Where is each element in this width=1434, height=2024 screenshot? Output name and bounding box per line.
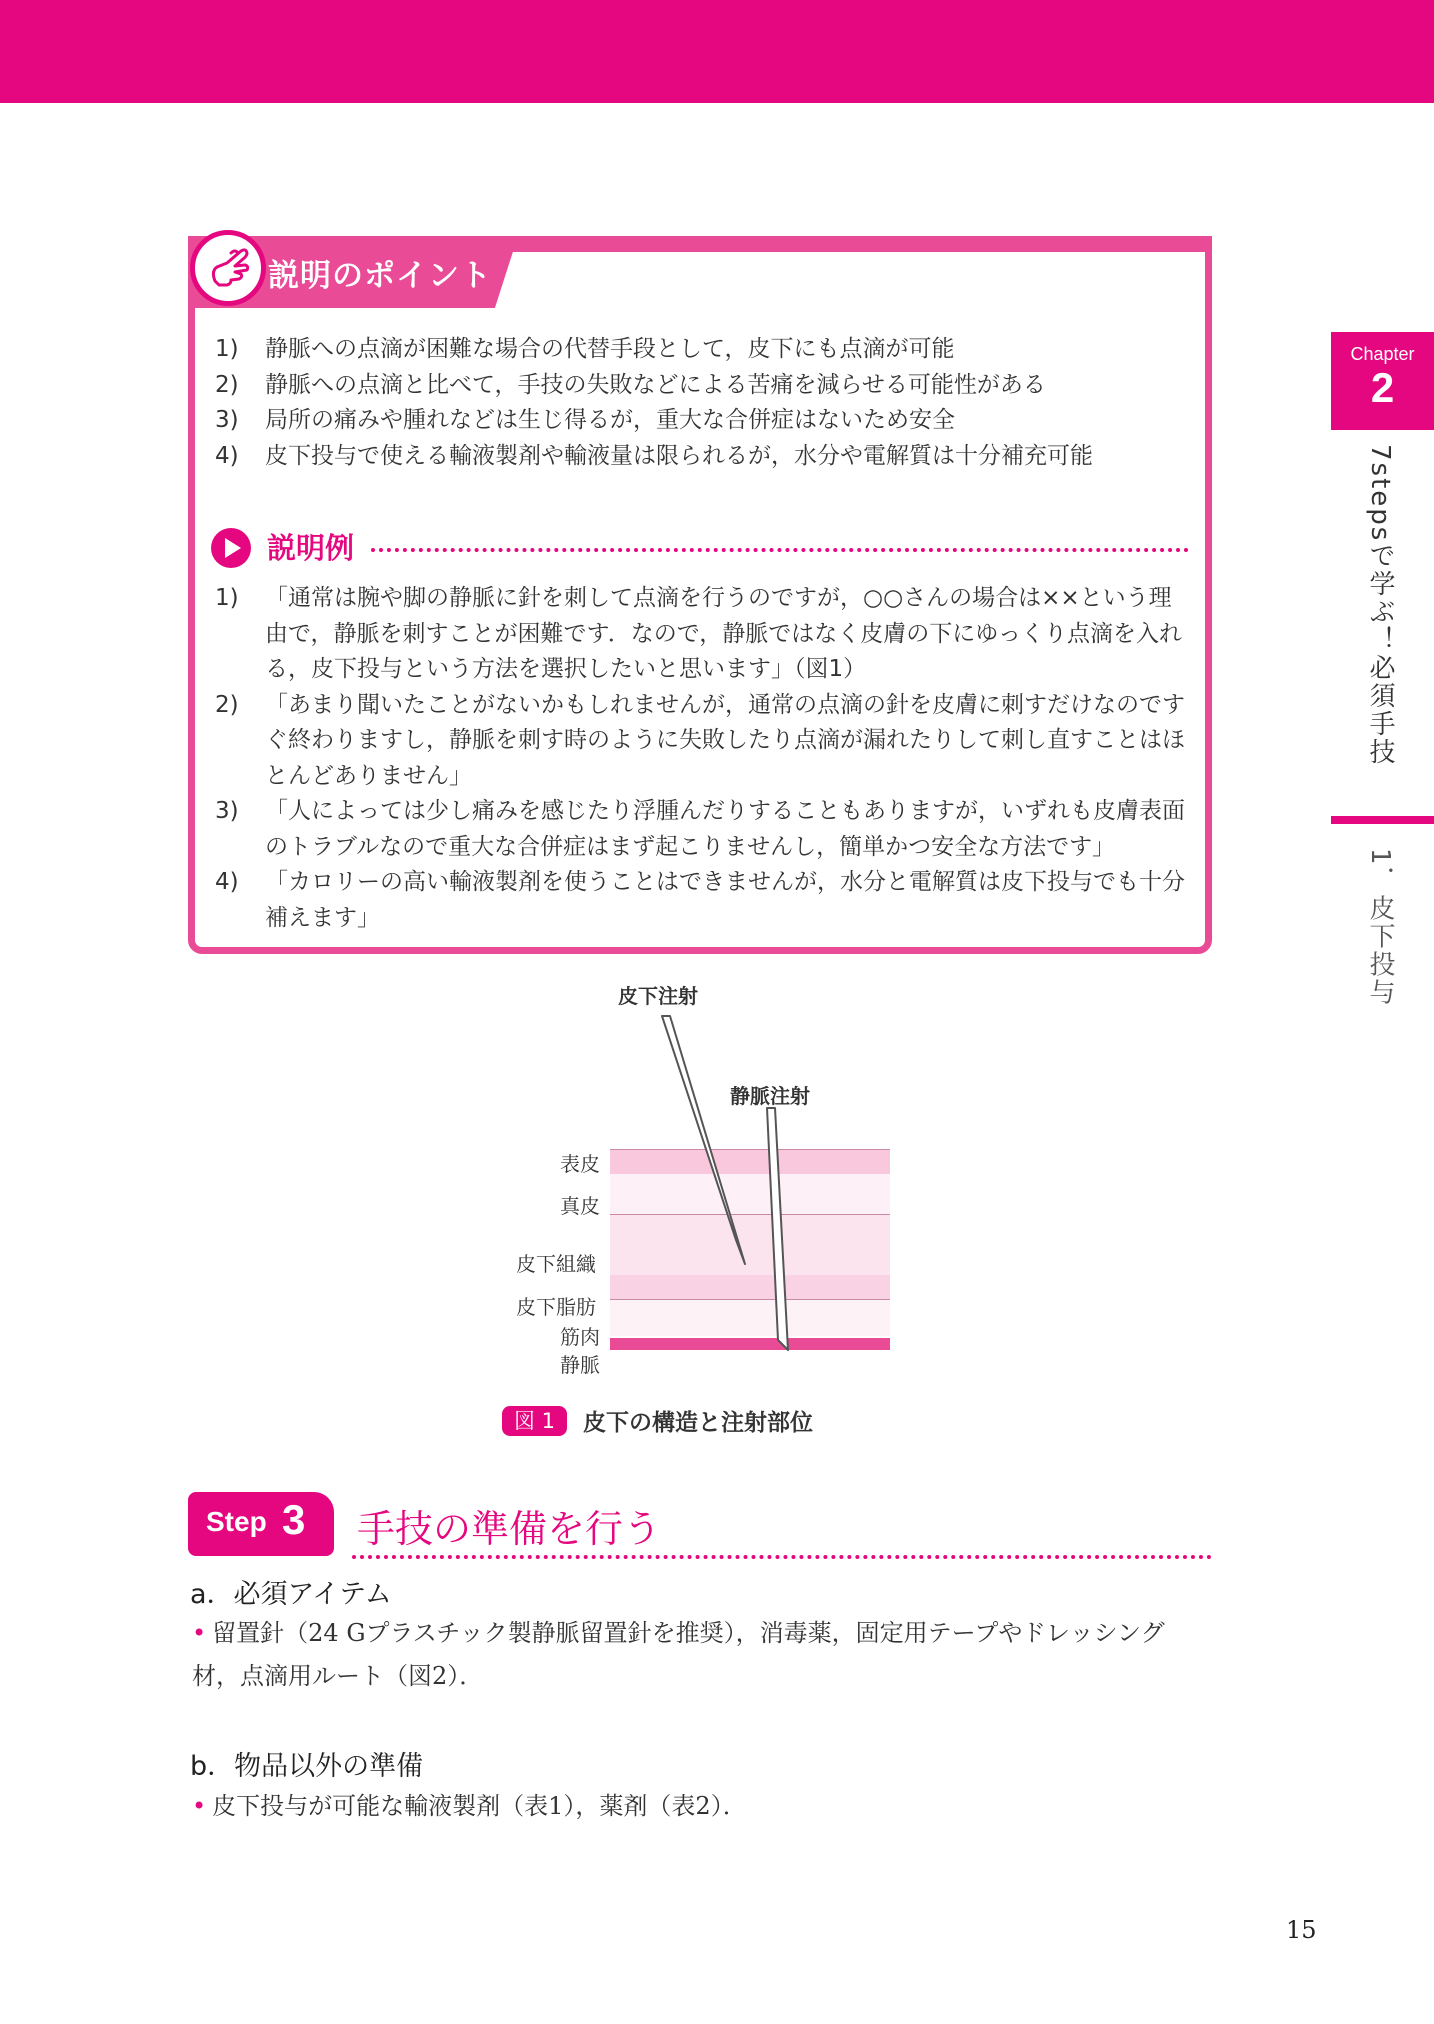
bullet-dot: • bbox=[192, 1619, 207, 1647]
step-word: Step bbox=[206, 1506, 267, 1537]
side-divider bbox=[1331, 816, 1434, 824]
list-item bbox=[215, 332, 1185, 368]
points-list bbox=[215, 332, 1185, 474]
list-item bbox=[215, 403, 1185, 439]
list-item bbox=[215, 439, 1185, 475]
examples-list bbox=[215, 581, 1185, 936]
list-item bbox=[215, 581, 1185, 688]
chapter-number: 2 bbox=[1370, 364, 1395, 411]
step-title: 手技の準備を行う bbox=[357, 1507, 662, 1551]
item-number: 3) bbox=[215, 407, 239, 433]
bullet-dot: • bbox=[192, 1792, 207, 1820]
step-badge bbox=[188, 1492, 334, 1556]
label-dermis: 真皮 bbox=[560, 1194, 600, 1218]
label-iv-injection: 静脈注射 bbox=[730, 1084, 810, 1108]
item-number: 2) bbox=[215, 371, 239, 398]
list-item bbox=[215, 688, 1185, 795]
step-number: 3 bbox=[282, 1496, 306, 1543]
item-text: 皮下投与で使える輸液製剤や輸液量は限られるが，水分や電解質は十分補充可能 bbox=[265, 442, 1093, 469]
figure-caption-text: 皮下の構造と注射部位 bbox=[583, 1410, 814, 1436]
label-vein: 静脈 bbox=[560, 1353, 600, 1377]
item-number: 1) bbox=[215, 336, 239, 362]
label-fat: 皮下脂肪 bbox=[516, 1295, 596, 1319]
pointing-hand-icon bbox=[190, 230, 266, 306]
dotted-rule bbox=[371, 548, 1189, 552]
chapter-tab[interactable] bbox=[1331, 332, 1434, 430]
chapter-label: Chapter bbox=[1350, 344, 1415, 364]
item-text: 静脈への点滴が困難な場合の代替手段として，皮下にも点滴が可能 bbox=[265, 336, 955, 362]
play-icon bbox=[211, 528, 251, 568]
subcutaneous-needle bbox=[662, 1016, 745, 1264]
label-subcutaneous-injection: 皮下注射 bbox=[618, 984, 698, 1008]
dotted-rule bbox=[352, 1555, 1212, 1559]
label-muscle: 筋肉 bbox=[560, 1325, 600, 1349]
subsection-title-vertical: 1．皮下投与 bbox=[1365, 848, 1395, 1007]
item-number: 4) bbox=[215, 869, 239, 895]
item-number: 3) bbox=[215, 798, 239, 824]
section-title-vertical: 7stepsで学ぶ！必須手技 bbox=[1365, 444, 1395, 767]
item-number: 1) bbox=[215, 585, 239, 611]
label-epidermis: 表皮 bbox=[560, 1152, 600, 1176]
bullet-text: 留置針（24 Gプラスチック製静脈留置針を推奨），消毒薬，固定用テープやドレッシング材，点滴用ルート（図2）． bbox=[192, 1619, 1165, 1690]
examples-title: 説明例 bbox=[267, 531, 355, 565]
examples-heading bbox=[211, 528, 1189, 568]
header-band bbox=[0, 0, 1434, 103]
figure-number-badge: 図 1 bbox=[502, 1406, 567, 1436]
list-item bbox=[215, 865, 1185, 936]
item-text: 「通常は腕や脚の静脈に針を刺して点滴を行うのですが，○○さんの場合は××という理由で，静脈を刺すことが困難です．なので，静脈ではなく皮膚の下にゆっくり点滴を入れる，皮下投与という方法を選択したいと思います」（図1） bbox=[265, 585, 1183, 682]
page-number: 15 bbox=[1286, 1916, 1317, 1944]
item-text: 「あまり聞いたことがないかもしれませんが，通常の点滴の針を皮膚に刺すだけなのですぐ終わりますし，静脈を刺す時のように失敗したり点滴が漏れたりして刺し直すことはほとんどありません」 bbox=[265, 691, 1185, 789]
item-number: 4) bbox=[215, 442, 239, 469]
subheading-required-items: a．必須アイテム bbox=[190, 1579, 392, 1610]
label-subcutis: 皮下組織 bbox=[516, 1252, 596, 1276]
item-number: 2) bbox=[215, 691, 239, 718]
skin-structure-figure bbox=[480, 980, 960, 1440]
iv-needle bbox=[767, 1108, 788, 1350]
bullet-required-items bbox=[192, 1612, 1212, 1698]
item-text: 「カロリーの高い輸液製剤を使うことはできませんが，水分と電解質は皮下投与でも十分補えます」 bbox=[265, 869, 1185, 931]
bullet-other-prep bbox=[192, 1785, 1212, 1828]
item-text: 静脈への点滴と比べて，手技の失敗などによる苦痛を減らせる可能性がある bbox=[265, 371, 1046, 398]
points-box-title: 説明のポイント bbox=[268, 258, 492, 294]
subheading-other-prep: b．物品以外の準備 bbox=[190, 1751, 424, 1782]
item-text: 局所の痛みや腫れなどは生じ得るが，重大な合併症はないため安全 bbox=[265, 407, 955, 433]
bullet-text: 皮下投与が可能な輸液製剤（表1），薬剤（表2）． bbox=[212, 1792, 747, 1820]
list-item bbox=[215, 794, 1185, 865]
needles-drawing bbox=[480, 980, 960, 1380]
figure-caption bbox=[502, 1404, 813, 1436]
item-text: 「人によっては少し痛みを感じたり浮腫んだりすることもありますが，いずれも皮膚表面のトラブルなので重大な合併症はまず起こりませんし，簡単かつ安全な方法です」 bbox=[265, 798, 1185, 860]
list-item bbox=[215, 368, 1185, 404]
